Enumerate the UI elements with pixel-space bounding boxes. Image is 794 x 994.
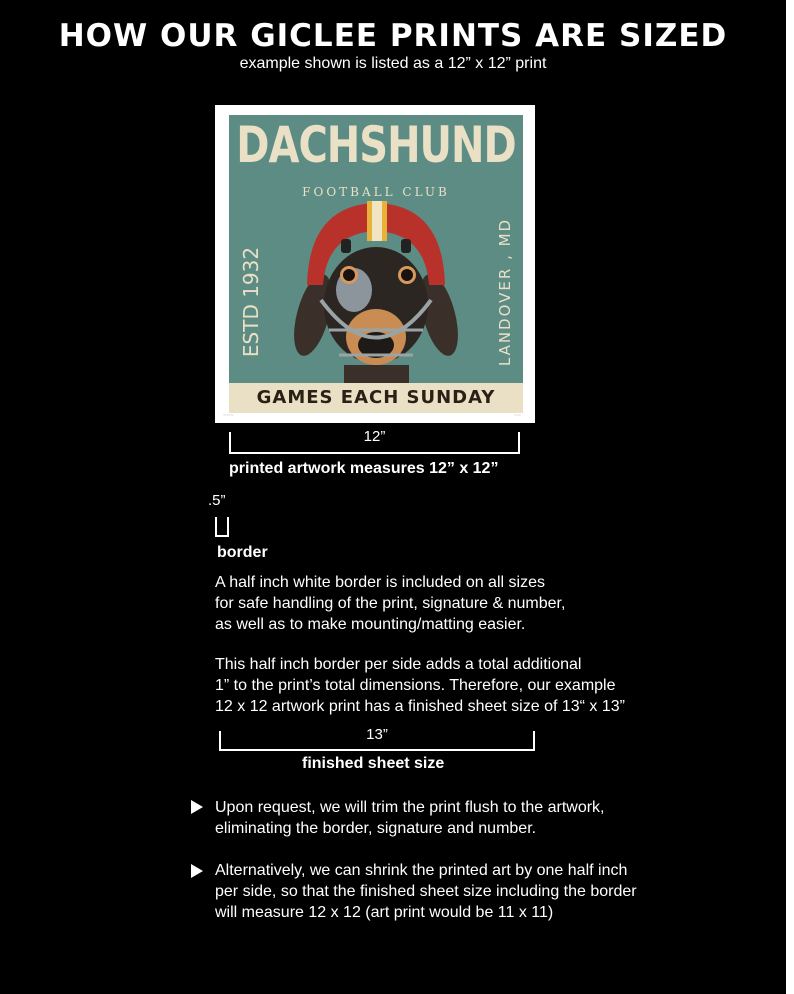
artwork-image <box>229 115 523 413</box>
artwork-title: DACHSHUND <box>236 117 516 175</box>
artwork-club: FOOTBALL CLUB <box>302 185 450 199</box>
artwork-width-value: 12” <box>363 428 386 445</box>
trim-option: Upon request, we will trim the print flush to the artwork, eliminating the border, signature and number. <box>215 799 605 837</box>
artwork-size-label: printed artwork measures 12” x 12” <box>229 460 499 477</box>
artwork-banner: GAMES EACH SUNDAY <box>229 383 523 413</box>
number-mark: ~~ <box>513 413 521 419</box>
play-arrow-icon <box>191 864 203 878</box>
signature-mark: ~~~ <box>223 413 234 419</box>
example-print <box>215 105 535 423</box>
artwork-location: LANDOVER , MD <box>496 217 514 367</box>
artwork-established: ESTD 1932 <box>239 246 263 358</box>
sheet-size-label: finished sheet size <box>302 755 445 772</box>
page-title: HOW OUR GICLEE PRINTS ARE SIZED <box>58 18 728 54</box>
border-total-paragraph: This half inch border per side adds a total additional 1” to the print’s total dimensions. Therefore, our example 12 x 12 artwork print has a finished sheet size of 13“ x 13” <box>215 656 625 715</box>
border-info-paragraph: A half inch white border is included on all sizes for safe handling of the print, signature & number, as well as to make mounting/matting easier. <box>215 574 566 633</box>
right-edge-strip <box>786 0 794 994</box>
sheet-width-value: 13” <box>366 726 388 743</box>
shrink-option: Alternatively, we can shrink the printed art by one half inch per side, so that the finished sheet size including the border will measure 12 x 12 (art print would be 11 x 11) <box>215 862 637 921</box>
play-arrow-icon <box>191 800 203 814</box>
border-width-value: .5” <box>208 492 226 509</box>
page-subtitle: example shown is listed as a 12” x 12” print <box>239 55 547 72</box>
border-width-bracket <box>215 517 229 537</box>
border-label: border <box>217 544 268 561</box>
